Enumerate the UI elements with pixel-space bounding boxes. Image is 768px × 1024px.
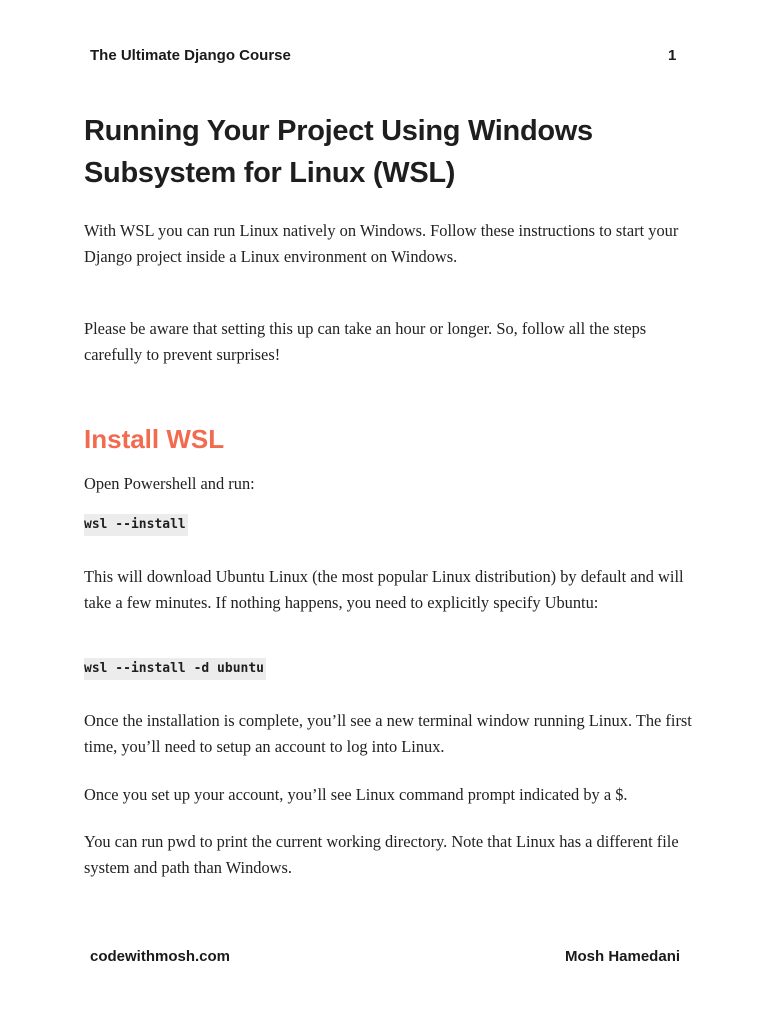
- intro-paragraph-1: With WSL you can run Linux natively on Windows. Follow these instructions to start your Django project inside a Linux environment on Windows.: [84, 221, 679, 266]
- code-wsl-install: wsl --install: [84, 514, 188, 536]
- page-title: Running Your Project Using Windows Subsystem for Linux (WSL): [84, 115, 593, 189]
- header-page-number: 1: [668, 47, 677, 64]
- section-heading-install-wsl: Install WSL: [84, 424, 225, 454]
- footer-site-link: codewithmosh.com: [90, 948, 231, 965]
- paragraph-installation-complete: Once the installation is complete, you’ll see a new terminal window running Linux. The first time, you’ll need to setup an account to log into Linux.: [84, 711, 692, 756]
- paragraph-open-powershell: Open Powershell and run:: [84, 474, 255, 493]
- code-wsl-install-ubuntu: wsl --install -d ubuntu: [84, 658, 266, 680]
- header-course-title: The Ultimate Django Course: [90, 47, 291, 64]
- paragraph-download-ubuntu: This will download Ubuntu Linux (the most popular Linux distribution) by default and will take a few minutes. If nothing happens, you need to explicitly specify Ubuntu:: [84, 567, 684, 612]
- intro-paragraph-2: Please be aware that setting this up can take an hour or longer. So, follow all the steps carefully to prevent surprises!: [84, 319, 647, 364]
- footer-author: Mosh Hamedani: [565, 948, 681, 965]
- paragraph-account-prompt: Once you set up your account, you’ll see Linux command prompt indicated by a $.: [84, 785, 628, 804]
- paragraph-pwd: You can run pwd to print the current working directory. Note that Linux has a different file system and path than Windows.: [84, 832, 679, 877]
